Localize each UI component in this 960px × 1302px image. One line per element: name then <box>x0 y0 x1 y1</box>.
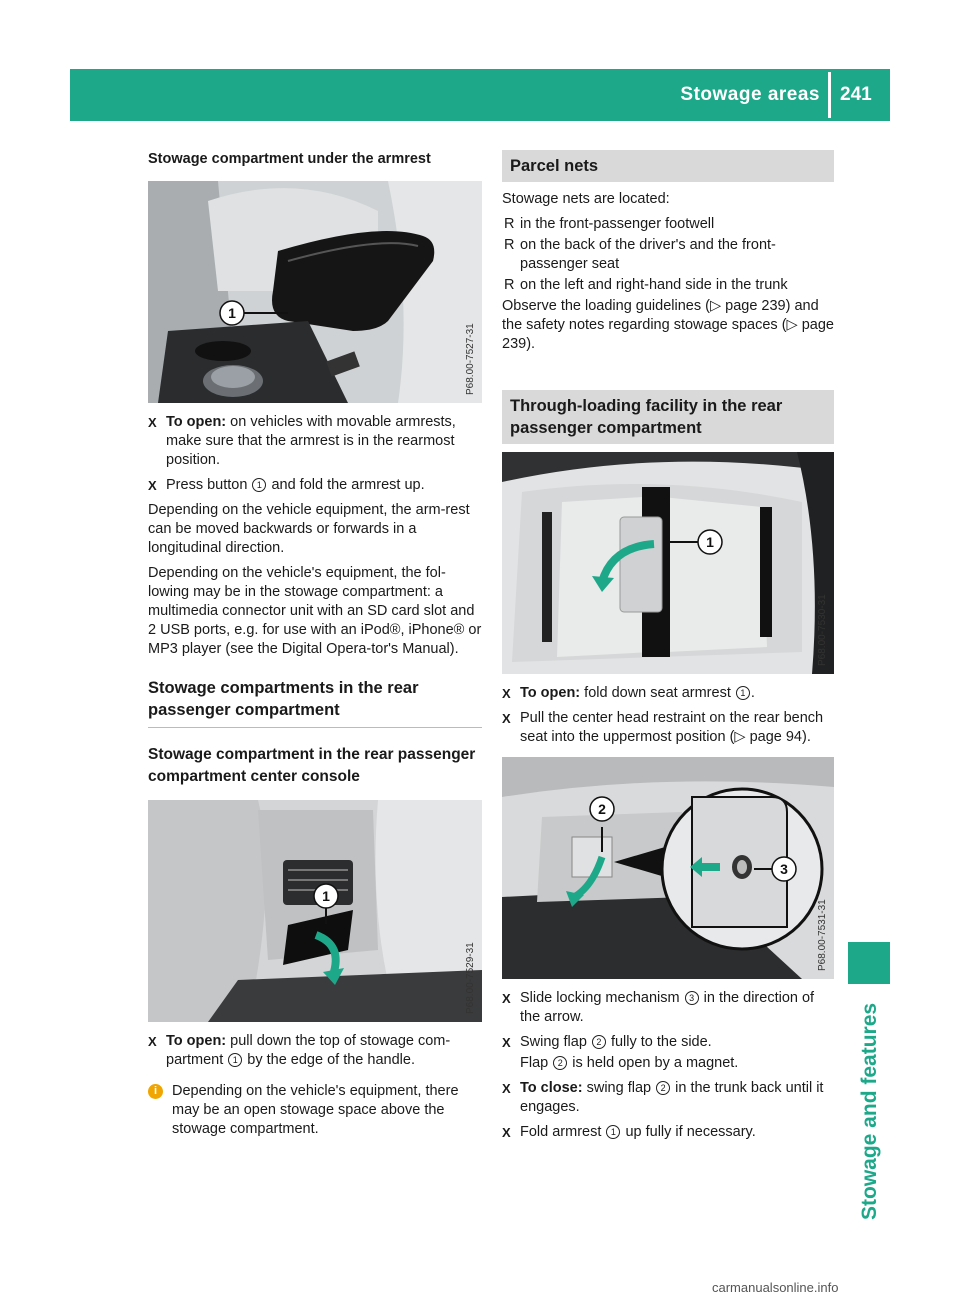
through-step-slide: X Slide locking mechanism 3 in the direction of the arrow. <box>502 990 815 1025</box>
armrest-illustration <box>148 181 482 403</box>
armrest-paragraph-1: Depending on the vehicle equipment, the arm-rest can be moved backwards or forwards in a longitudinal direction. <box>148 502 470 556</box>
console-figure <box>148 800 482 1022</box>
console-info-note: i Depending on the vehicle's equipment, there may be an open stowage space above the stowage compartment. <box>148 1082 482 1139</box>
through-figure-2 <box>502 757 834 979</box>
callout-badge: 1 <box>228 1053 242 1067</box>
step-marker: X <box>502 1081 511 1096</box>
left-column <box>148 150 482 1139</box>
step-marker: X <box>502 991 511 1006</box>
through-loading-title: Through-loading facility in the rear passenger compartment <box>502 390 834 444</box>
callout-badge: 1 <box>606 1125 620 1139</box>
through-step-magnet-note: Flap 2 is held open by a magnet. <box>520 1055 739 1071</box>
through-step-close: X To close: swing flap 2 in the trunk back until it engages. <box>502 1080 824 1115</box>
parcel-bullet: R on the left and right-hand side in the trunk <box>504 277 788 293</box>
callout-badge: 1 <box>252 478 266 492</box>
armrest-step-press: X Press button 1 and fold the armrest up. <box>148 477 425 493</box>
step-marker: X <box>148 415 157 430</box>
through-fig2-callout-2: 2 <box>598 801 606 817</box>
callout-badge: 2 <box>592 1035 606 1049</box>
parcel-intro: Stowage nets are located: <box>502 191 670 207</box>
side-tab <box>856 1002 960 1220</box>
callout-badge: 3 <box>685 991 699 1005</box>
parcel-observe: Observe the loading guidelines (▷ page 239) and the safety notes regarding stowage spaces (▷ page 239). <box>502 298 834 352</box>
side-tab-label: Stowage and features <box>858 1002 881 1220</box>
rear-seat-illustration <box>502 452 834 674</box>
step-marker: X <box>502 711 511 726</box>
step-marker: X <box>148 1034 157 1049</box>
console-title: Stowage compartment in the rear passenger compartment center console <box>148 746 476 785</box>
step-marker: X <box>502 686 511 701</box>
callout-badge: 1 <box>736 686 750 700</box>
through-step-open: X To open: fold down seat armrest 1 . <box>502 685 755 701</box>
parcel-bullet: R in the front-passenger footwell <box>504 216 715 232</box>
trunk-illustration <box>502 757 834 979</box>
armrest-step-open: X To open: on vehicles with movable armrests, make sure that the armrest is in the rearmost position. <box>148 414 456 468</box>
armrest-paragraph-2: Depending on the vehicle's equipment, the fol-lowing may be in the stowage compartment: a multimedia connector unit with an SD card slot and 2 USB ports, e.g. for use with an iPod®, iPhone® or MP3 player (see the Digital Opera-tor's Manual). <box>148 565 482 657</box>
step-marker: X <box>502 1125 511 1140</box>
page-number: 241 <box>840 84 872 105</box>
console-illustration <box>148 800 482 1022</box>
parcel-nets-title: Parcel nets <box>502 150 834 182</box>
through-step-swing: X Swing flap 2 fully to the side. <box>502 1034 712 1050</box>
info-icon: i <box>148 1084 163 1099</box>
armrest-figure-code: P68.00-7527-31 <box>465 323 476 395</box>
step-marker: X <box>502 1035 511 1050</box>
through-step-head-restraint: X Pull the center head restraint on the rear bench seat into the uppermost position (▷ page 94). <box>502 710 824 745</box>
side-tab-block <box>848 942 890 984</box>
console-callout-1: 1 <box>322 888 330 904</box>
callout-badge: 2 <box>553 1056 567 1070</box>
footer-watermark: carmanualsonline.info <box>712 1280 839 1295</box>
header-divider <box>828 72 831 118</box>
rear-section-title: Stowage compartments in the rear passenger compartment <box>148 677 482 728</box>
armrest-callout-1: 1 <box>228 305 236 321</box>
header-title: Stowage areas <box>680 84 820 105</box>
console-step-open: X To open: pull down the top of stowage com-partment 1 by the edge of the handle. <box>148 1033 451 1068</box>
through-fig2-callout-3: 3 <box>780 861 788 877</box>
callout-badge: 2 <box>656 1081 670 1095</box>
armrest-title: Stowage compartment under the armrest <box>148 151 431 167</box>
right-column <box>502 150 834 1148</box>
through-figure-1 <box>502 452 834 674</box>
step-marker: X <box>148 478 157 493</box>
through-step-fold: X Fold armrest 1 up fully if necessary. <box>502 1124 756 1140</box>
console-figure-code: P68.00-7529-31 <box>465 942 476 1014</box>
parcel-bullet: R on the back of the driver's and the front-passenger seat <box>504 237 776 272</box>
armrest-figure <box>148 181 482 403</box>
through-fig1-callout-1: 1 <box>706 534 714 550</box>
through-figure-1-code: P68.00-7530-31 <box>817 594 828 666</box>
through-figure-2-code: P68.00-7531-31 <box>817 899 828 971</box>
